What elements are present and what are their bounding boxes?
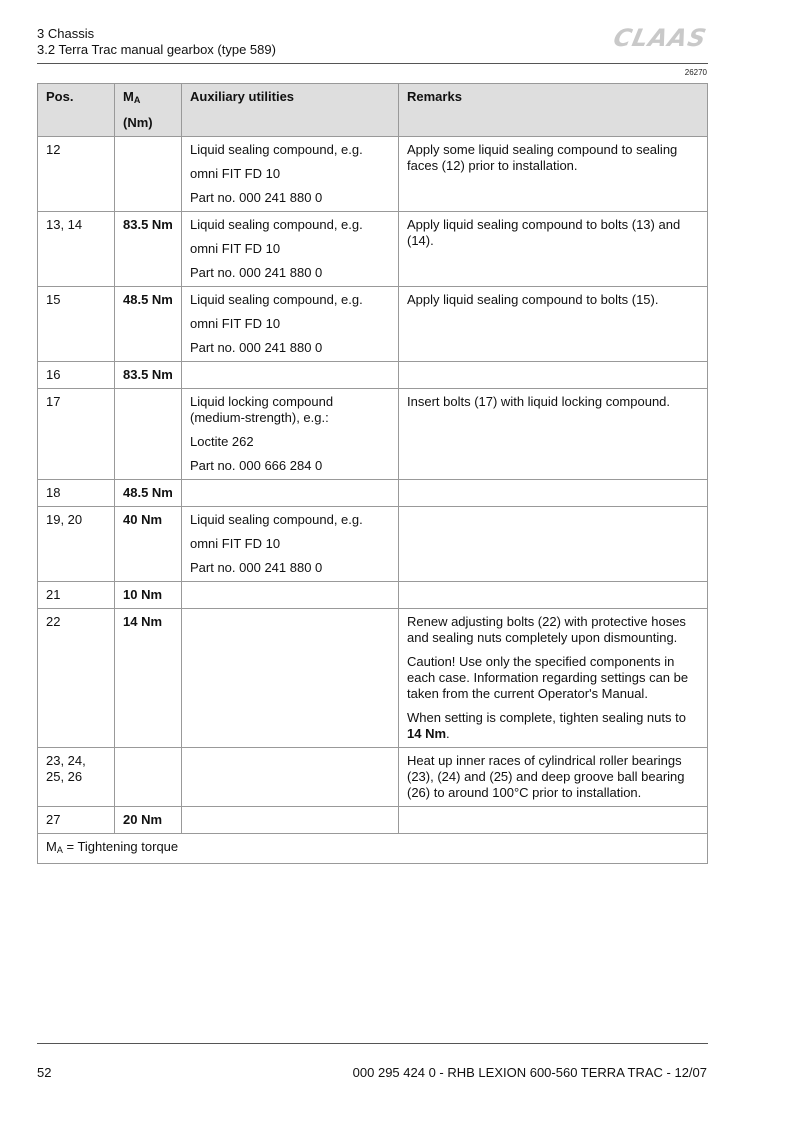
remark-paragraph: Apply liquid sealing compound to bolts (13) and (14). — [407, 217, 681, 248]
cell-aux — [182, 362, 399, 389]
footer-divider — [37, 1043, 708, 1044]
aux-line: Part no. 000 666 284 0 — [190, 458, 323, 473]
cell-aux — [182, 137, 399, 212]
remark-paragraph — [407, 710, 699, 742]
document-id: 26270 — [684, 68, 707, 77]
cell-torque: 83.5 Nm — [115, 362, 182, 389]
remark-text-end: . — [446, 726, 450, 741]
torque-table — [37, 83, 708, 864]
claas-logo: CLAAS — [610, 24, 709, 52]
cell-aux — [182, 480, 399, 507]
chapter-title: 3 Chassis — [37, 26, 95, 41]
section-title: 3.2 Terra Trac manual gearbox (type 589) — [37, 42, 276, 57]
cell-aux — [182, 287, 399, 362]
table-row — [38, 389, 708, 480]
table-row — [38, 362, 708, 389]
aux-line: omni FIT FD 10 — [190, 536, 281, 551]
cell-pos: 19, 20 — [38, 507, 115, 582]
footnote-cell — [38, 834, 708, 864]
header-ma-unit: (Nm) — [123, 115, 153, 130]
table-row — [38, 748, 708, 807]
cell-remarks — [399, 480, 708, 507]
remark-paragraph: Renew adjusting bolts (22) with protective hoses and sealing nuts completely upon dismounting. — [407, 614, 686, 645]
header-ma-subscript: A — [133, 95, 141, 105]
remark-paragraph: Heat up inner races of cylindrical roller bearings (23), (24) and (25) and deep groove ball bearing (26) to around 100°C prior to installation. — [407, 753, 685, 800]
remark-paragraph: Insert bolts (17) with liquid locking compound. — [407, 394, 671, 409]
table-row — [38, 507, 708, 582]
remark-paragraph: Apply some liquid sealing compound to sealing faces (12) prior to installation. — [407, 142, 678, 173]
cell-remarks — [399, 362, 708, 389]
cell-remarks — [399, 807, 708, 834]
header-remarks: Remarks — [399, 84, 708, 137]
table-header-row — [38, 84, 708, 137]
remark-paragraph: Caution! Use only the specified components in each case. Information regarding settings can be taken from the current Operator's Manual. — [407, 654, 689, 701]
cell-remarks — [399, 287, 708, 362]
header-divider — [37, 63, 708, 64]
cell-remarks — [399, 609, 708, 748]
cell-torque: 40 Nm — [115, 507, 182, 582]
header-ma — [115, 84, 182, 137]
cell-remarks — [399, 582, 708, 609]
table-body — [38, 137, 708, 834]
cell-pos: 27 — [38, 807, 115, 834]
page-header — [37, 26, 276, 58]
footnote-symbol: M — [46, 839, 57, 854]
cell-torque — [115, 748, 182, 807]
footnote-row — [38, 834, 708, 864]
cell-aux — [182, 389, 399, 480]
aux-line: Part no. 000 241 880 0 — [190, 560, 323, 575]
cell-pos: 18 — [38, 480, 115, 507]
cell-torque — [115, 389, 182, 480]
aux-line: Part no. 000 241 880 0 — [190, 340, 323, 355]
cell-pos: 13, 14 — [38, 212, 115, 287]
table-row — [38, 137, 708, 212]
cell-pos: 12 — [38, 137, 115, 212]
table-row — [38, 807, 708, 834]
cell-pos: 17 — [38, 389, 115, 480]
cell-pos: 16 — [38, 362, 115, 389]
cell-aux — [182, 212, 399, 287]
cell-torque: 48.5 Nm — [115, 480, 182, 507]
cell-torque — [115, 137, 182, 212]
remark-torque-value: 14 Nm — [407, 726, 447, 741]
header-pos: Pos. — [38, 84, 115, 137]
header-aux: Auxiliary utilities — [182, 84, 399, 137]
table-row — [38, 287, 708, 362]
footnote-text: = Tightening torque — [62, 839, 179, 854]
table-row — [38, 609, 708, 748]
cell-aux — [182, 807, 399, 834]
aux-line: Part no. 000 241 880 0 — [190, 190, 323, 205]
cell-pos: 23, 24, 25, 26 — [38, 748, 115, 807]
cell-pos: 15 — [38, 287, 115, 362]
aux-line: Liquid sealing compound, e.g. — [190, 512, 363, 527]
cell-remarks — [399, 137, 708, 212]
aux-line: Liquid locking compound (medium-strength), e.g.: — [190, 394, 334, 425]
remark-text: When setting is complete, tighten sealing nuts to — [407, 710, 686, 725]
cell-aux — [182, 609, 399, 748]
aux-line: omni FIT FD 10 — [190, 166, 281, 181]
header-ma-symbol: M — [123, 89, 134, 104]
cell-remarks — [399, 507, 708, 582]
aux-line: omni FIT FD 10 — [190, 316, 281, 331]
cell-remarks — [399, 212, 708, 287]
cell-torque: 20 Nm — [115, 807, 182, 834]
cell-torque: 10 Nm — [115, 582, 182, 609]
cell-aux — [182, 748, 399, 807]
cell-aux — [182, 582, 399, 609]
cell-aux — [182, 507, 399, 582]
cell-torque: 14 Nm — [115, 609, 182, 748]
cell-torque: 48.5 Nm — [115, 287, 182, 362]
aux-line: Part no. 000 241 880 0 — [190, 265, 323, 280]
remark-paragraph: Apply liquid sealing compound to bolts (15). — [407, 292, 659, 307]
cell-pos: 21 — [38, 582, 115, 609]
document-reference: 000 295 424 0 - RHB LEXION 600-560 TERRA TRAC - 12/07 — [352, 1065, 707, 1080]
cell-pos: 22 — [38, 609, 115, 748]
aux-line: Liquid sealing compound, e.g. — [190, 217, 363, 232]
cell-remarks — [399, 748, 708, 807]
aux-line: Liquid sealing compound, e.g. — [190, 142, 363, 157]
aux-line: omni FIT FD 10 — [190, 241, 281, 256]
page-number: 52 — [37, 1065, 52, 1080]
table-row — [38, 212, 708, 287]
cell-torque: 83.5 Nm — [115, 212, 182, 287]
footnote-subscript: A — [56, 845, 63, 855]
aux-line: Liquid sealing compound, e.g. — [190, 292, 363, 307]
table-row — [38, 480, 708, 507]
table-row — [38, 582, 708, 609]
cell-remarks — [399, 389, 708, 480]
aux-line: Loctite 262 — [190, 434, 254, 449]
